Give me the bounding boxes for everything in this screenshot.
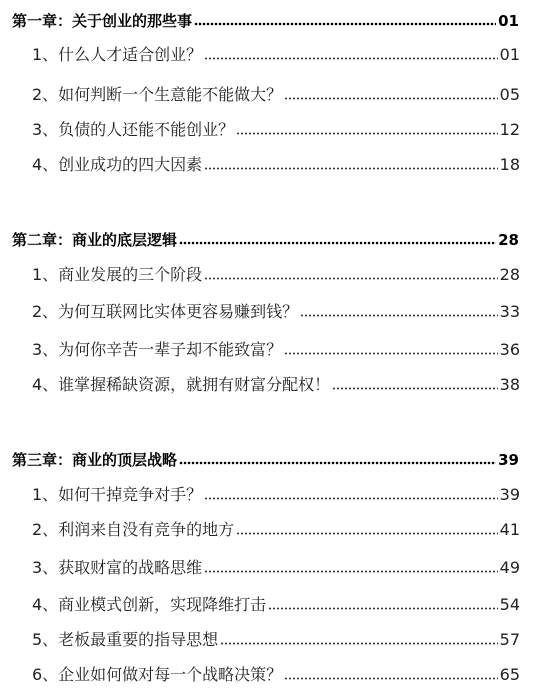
- entry-page-number: 18: [499, 155, 520, 174]
- chapter-title: 第三章：商业的顶层战略: [12, 451, 178, 469]
- entry-title: 3、负债的人还能不能创业？: [32, 120, 235, 139]
- dot-leader: [268, 607, 497, 610]
- entry-page-number: 65: [499, 665, 520, 684]
- chapter-1-heading[interactable]: [12, 6, 519, 36]
- entry-title: 1、商业发展的三个阶段: [32, 265, 203, 284]
- toc-entry[interactable]: [32, 40, 520, 70]
- toc-entry[interactable]: [32, 80, 520, 110]
- dot-leader: [179, 461, 496, 465]
- entry-page-number: 01: [499, 45, 520, 64]
- toc-entry[interactable]: [32, 625, 520, 655]
- entry-title: 2、利润来自没有竞争的地方: [32, 520, 235, 539]
- chapter-2-heading[interactable]: [12, 225, 519, 255]
- chapter-page-number: 39: [498, 451, 519, 469]
- dot-leader: [204, 57, 497, 60]
- toc-entry[interactable]: [32, 115, 520, 145]
- toc-entry[interactable]: [32, 335, 520, 365]
- entry-page-number: 28: [499, 265, 520, 284]
- toc-entry[interactable]: [32, 590, 520, 620]
- toc-entry[interactable]: [32, 660, 520, 690]
- dot-leader: [300, 314, 497, 317]
- entry-title: 2、为何互联网比实体更容易赚到钱？: [32, 302, 299, 321]
- entry-title: 2、如何判断一个生意能不能做大？: [32, 85, 283, 104]
- toc-entry[interactable]: [32, 515, 520, 545]
- toc-entry[interactable]: [32, 370, 520, 400]
- entry-title: 3、获取财富的战略思维: [32, 558, 203, 577]
- entry-title: 4、谁掌握稀缺资源，就拥有财富分配权！: [32, 375, 331, 394]
- entry-page-number: 57: [499, 630, 520, 649]
- dot-leader: [284, 677, 497, 680]
- entry-title: 4、创业成功的四大因素: [32, 155, 203, 174]
- entry-page-number: 38: [499, 375, 520, 394]
- entry-page-number: 41: [499, 520, 520, 539]
- entry-page-number: 33: [499, 302, 520, 321]
- dot-leader: [236, 532, 497, 535]
- entry-page-number: 54: [499, 595, 520, 614]
- entry-page-number: 05: [499, 85, 520, 104]
- entry-title: 1、如何干掉竞争对手？: [32, 485, 203, 504]
- dot-leader: [236, 132, 497, 135]
- dot-leader: [332, 387, 497, 390]
- dot-leader: [194, 22, 496, 26]
- entry-title: 3、为何你辛苦一辈子却不能致富？: [32, 340, 283, 359]
- entry-title: 5、老板最重要的指导思想: [32, 630, 219, 649]
- entry-page-number: 39: [499, 485, 520, 504]
- toc-entry[interactable]: [32, 480, 520, 510]
- chapter-3-heading[interactable]: [12, 445, 519, 475]
- dot-leader: [284, 97, 497, 100]
- toc-entry[interactable]: [32, 150, 520, 180]
- entry-title: 1、什么人才适合创业？: [32, 45, 203, 64]
- chapter-page-number: 01: [498, 12, 519, 30]
- dot-leader: [204, 497, 497, 500]
- toc-entry[interactable]: [32, 260, 520, 290]
- chapter-page-number: 28: [498, 231, 519, 249]
- dot-leader: [204, 167, 497, 170]
- dot-leader: [204, 277, 497, 280]
- toc-entry[interactable]: [32, 297, 520, 327]
- dot-leader: [179, 241, 496, 245]
- entry-page-number: 49: [499, 558, 520, 577]
- toc-entry[interactable]: [32, 553, 520, 583]
- entry-title: 6、企业如何做对每一个战略决策？: [32, 665, 283, 684]
- dot-leader: [284, 352, 497, 355]
- entry-page-number: 12: [499, 120, 520, 139]
- chapter-title: 第一章：关于创业的那些事: [12, 12, 193, 30]
- dot-leader: [220, 642, 497, 645]
- entry-page-number: 36: [499, 340, 520, 359]
- dot-leader: [204, 570, 497, 573]
- chapter-title: 第二章：商业的底层逻辑: [12, 231, 178, 249]
- entry-title: 4、商业模式创新，实现降维打击: [32, 595, 267, 614]
